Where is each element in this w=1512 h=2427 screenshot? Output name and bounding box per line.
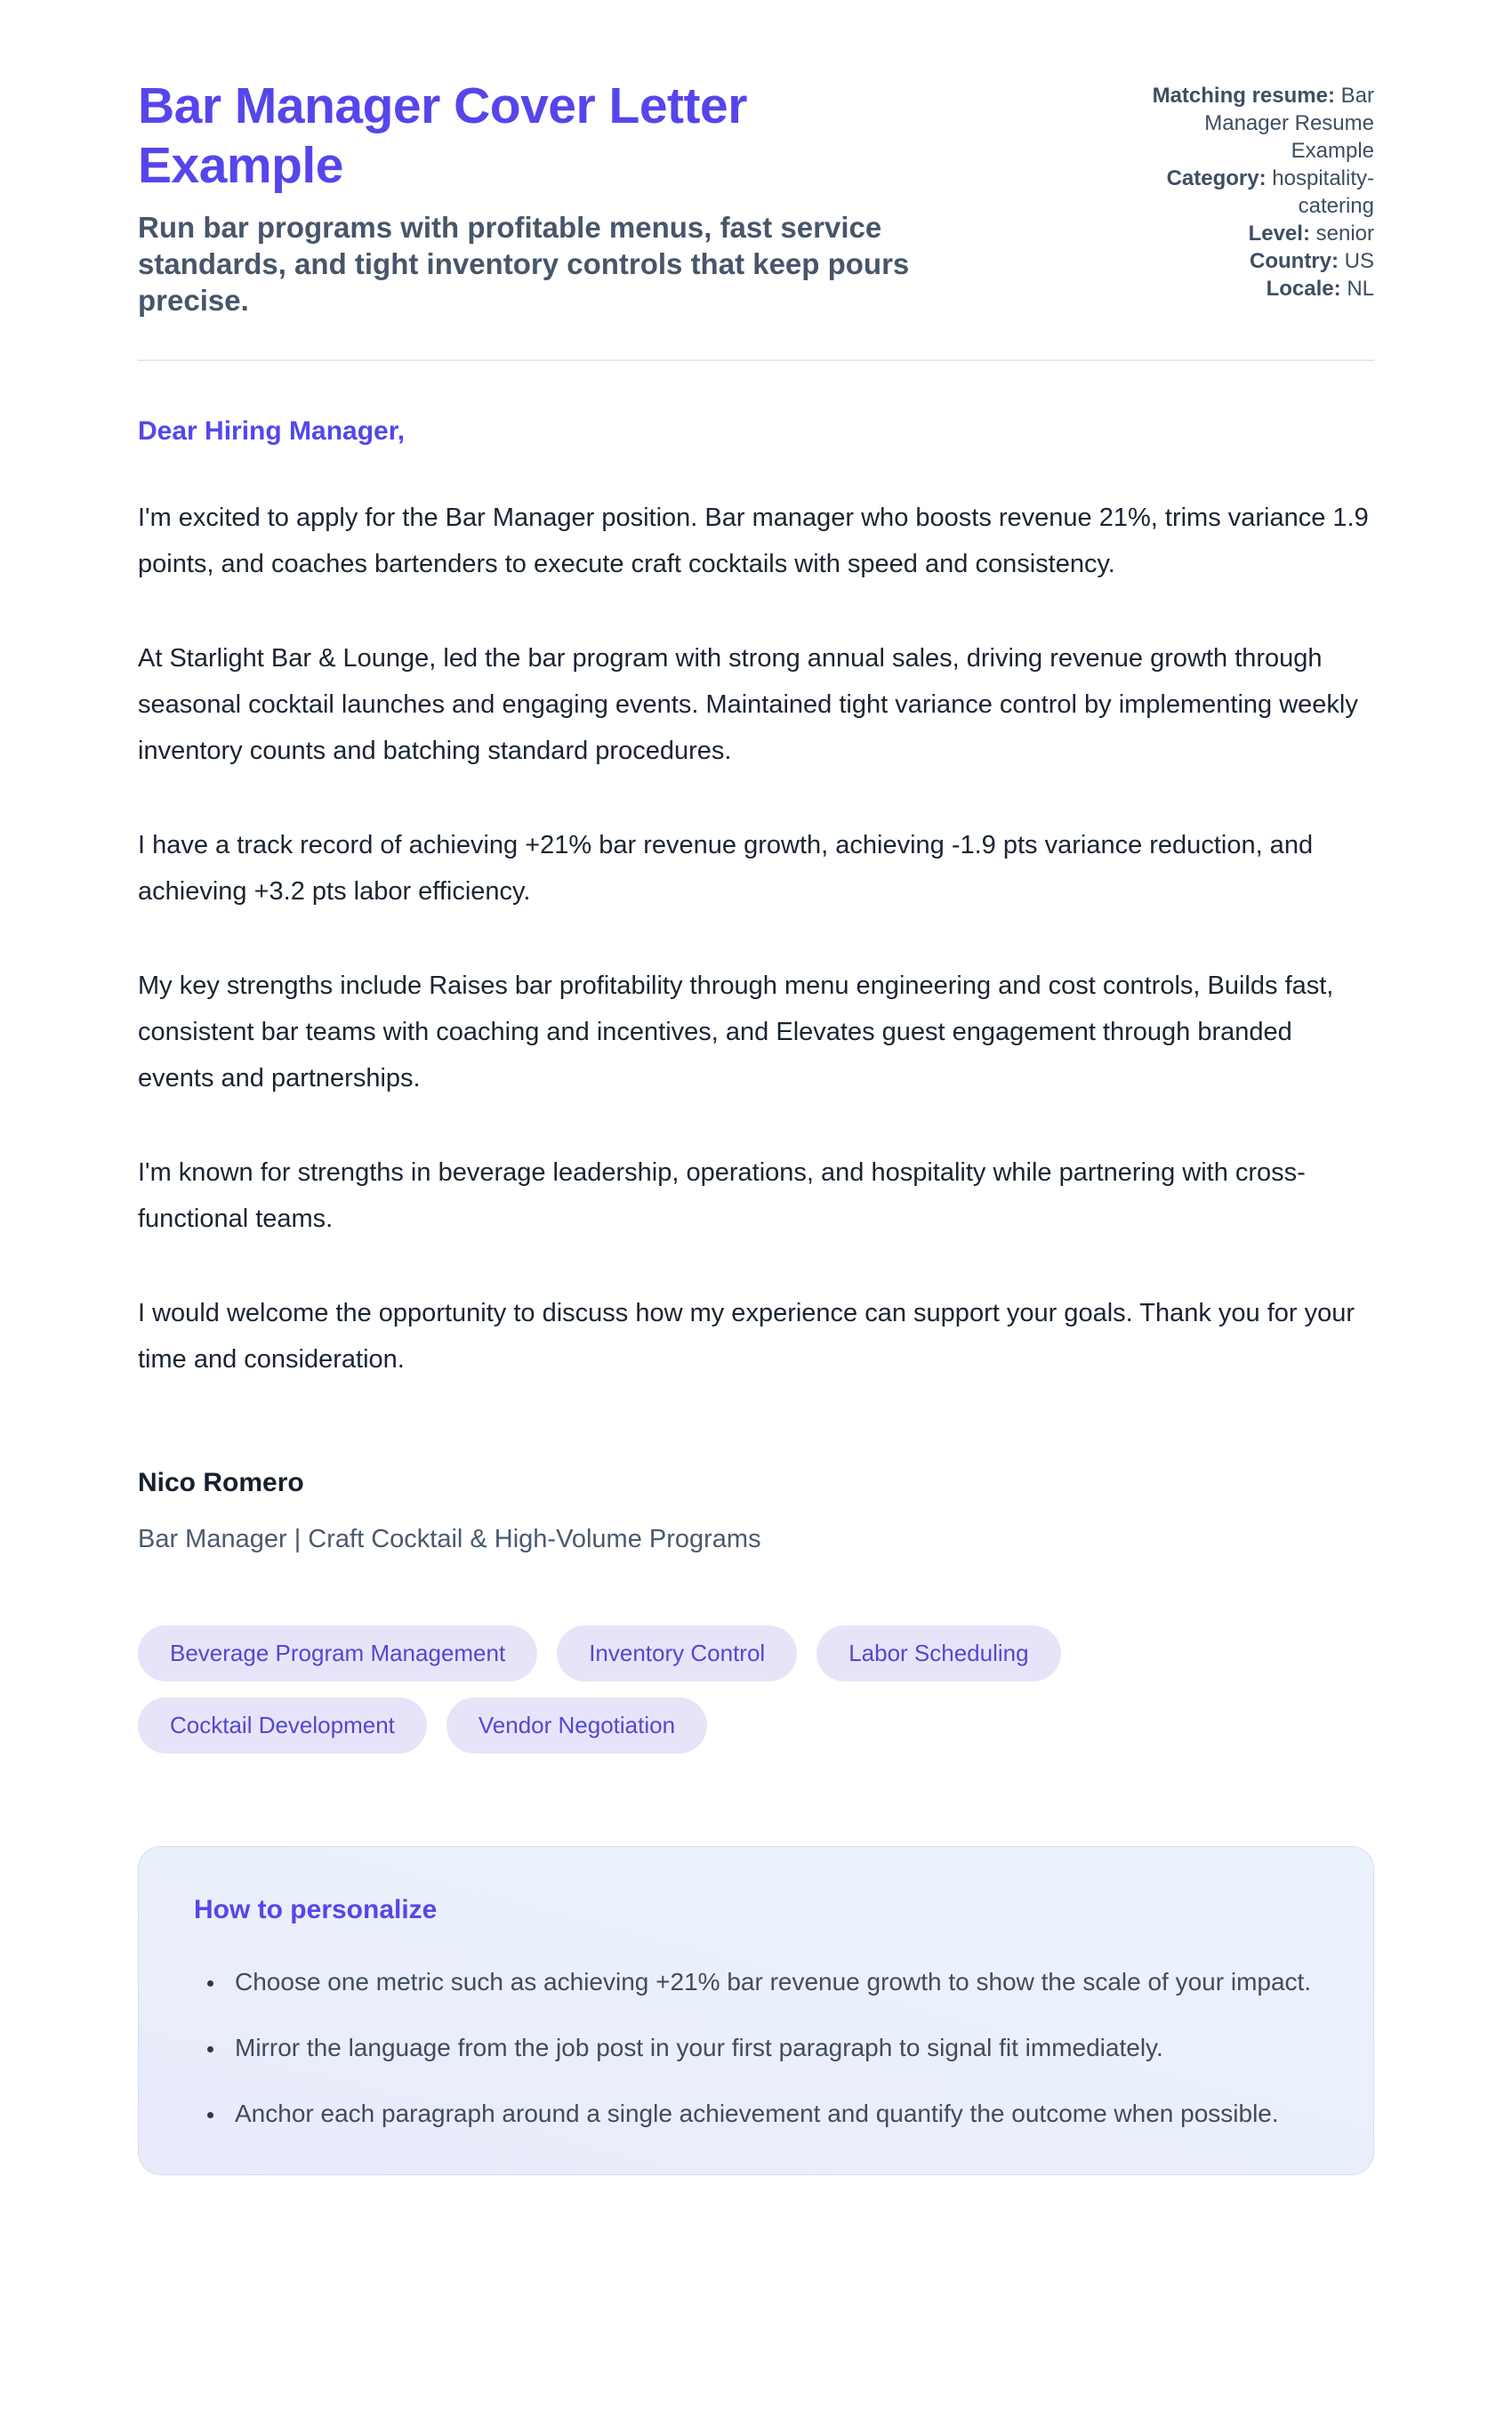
skill-tag-beverage-program-management[interactable]: Beverage Program Management bbox=[138, 1625, 537, 1681]
meta-label-matching-resume: Matching resume: bbox=[1152, 84, 1335, 108]
meta-row-level bbox=[1136, 220, 1374, 247]
personalize-bullet-2: • Mirror the language from the job post in your first paragraph to signal fit immediately. bbox=[226, 2025, 1318, 2071]
meta-value-matching-resume: Bar Manager Resume Example bbox=[1204, 84, 1374, 163]
skill-tag-cocktail-development[interactable]: Cocktail Development bbox=[138, 1697, 427, 1754]
page-title: Bar Manager Cover Letter Example bbox=[138, 77, 747, 194]
title-block bbox=[138, 77, 996, 318]
signature-name: Nico Romero bbox=[138, 1468, 304, 1497]
signature-role: Bar Manager | Craft Cocktail & High-Volume Programs bbox=[138, 1525, 761, 1553]
skill-tag-labor-scheduling[interactable]: Labor Scheduling bbox=[816, 1625, 1060, 1681]
personalize-box bbox=[138, 1846, 1374, 2175]
skill-tag-list bbox=[138, 1625, 1312, 1754]
skill-tag-inventory-control[interactable]: Inventory Control bbox=[557, 1625, 797, 1681]
letter-paragraph-3: I have a track record of achieving +21% bar revenue growth, achieving -1.9 pts variance reduction, and achieving +3.2 pts labor efficiency. bbox=[138, 831, 1314, 906]
meta-label-country: Country: bbox=[1250, 249, 1339, 273]
page-header bbox=[138, 77, 1374, 318]
personalize-bullet-1: • Choose one metric such as achieving +21% bar revenue growth to show the scale of your impact. bbox=[226, 1959, 1318, 2005]
letter-body bbox=[138, 416, 1374, 1554]
meta-row-locale bbox=[1136, 275, 1374, 302]
meta-row-matching-resume bbox=[1136, 82, 1374, 165]
personalize-list bbox=[194, 1959, 1318, 2137]
letter-paragraph-5: I'm known for strengths in beverage leadership, operations, and hospitality while partnering with cross-functional teams. bbox=[138, 1158, 1306, 1233]
personalize-bullet-3: • Anchor each paragraph around a single achievement and quantify the outcome when possible. bbox=[226, 2091, 1318, 2137]
meta-value-country: US bbox=[1344, 249, 1374, 273]
page-subtitle: Run bar programs with profitable menus, fast service standards, and tight inventory controls that keep pours precise. bbox=[138, 211, 910, 317]
personalize-heading: How to personalize bbox=[194, 1895, 438, 1924]
meta-row-category bbox=[1136, 165, 1374, 220]
meta-row-country bbox=[1136, 247, 1374, 275]
header-divider bbox=[138, 359, 1374, 361]
meta-value-category: hospitality-catering bbox=[1272, 166, 1374, 218]
meta-label-locale: Locale: bbox=[1266, 277, 1341, 301]
meta-value-level: senior bbox=[1315, 222, 1374, 246]
letter-paragraph-2: At Starlight Bar & Lounge, led the bar program with strong annual sales, driving revenue growth through seasonal cocktail launches and engaging events. Maintained tight variance control by implementing weekly inventory counts and batching standard procedures. bbox=[138, 644, 1358, 765]
letter-paragraph-4: My key strengths include Raises bar profitability through menu engineering and cost controls, Builds fast, consistent bar teams with coaching and incentives, and Elevates guest engagement through branded events and partnerships. bbox=[138, 972, 1334, 1093]
skill-tag-vendor-negotiation[interactable]: Vendor Negotiation bbox=[446, 1697, 707, 1754]
letter-paragraph-6: I would welcome the opportunity to discuss how my experience can support your goals. Thank you for your time and consideration. bbox=[138, 1299, 1355, 1374]
meta-label-level: Level: bbox=[1248, 222, 1310, 246]
meta-label-category: Category: bbox=[1166, 166, 1267, 190]
meta-value-locale: NL bbox=[1347, 277, 1374, 301]
resume-meta-panel bbox=[1136, 77, 1374, 318]
letter-paragraph-1: I'm excited to apply for the Bar Manager position. Bar manager who boosts revenue 21%, trims variance 1.9 points, and coaches bartenders to execute craft cocktails with speed and consistency. bbox=[138, 504, 1369, 578]
letter-greeting: Dear Hiring Manager, bbox=[138, 416, 406, 446]
